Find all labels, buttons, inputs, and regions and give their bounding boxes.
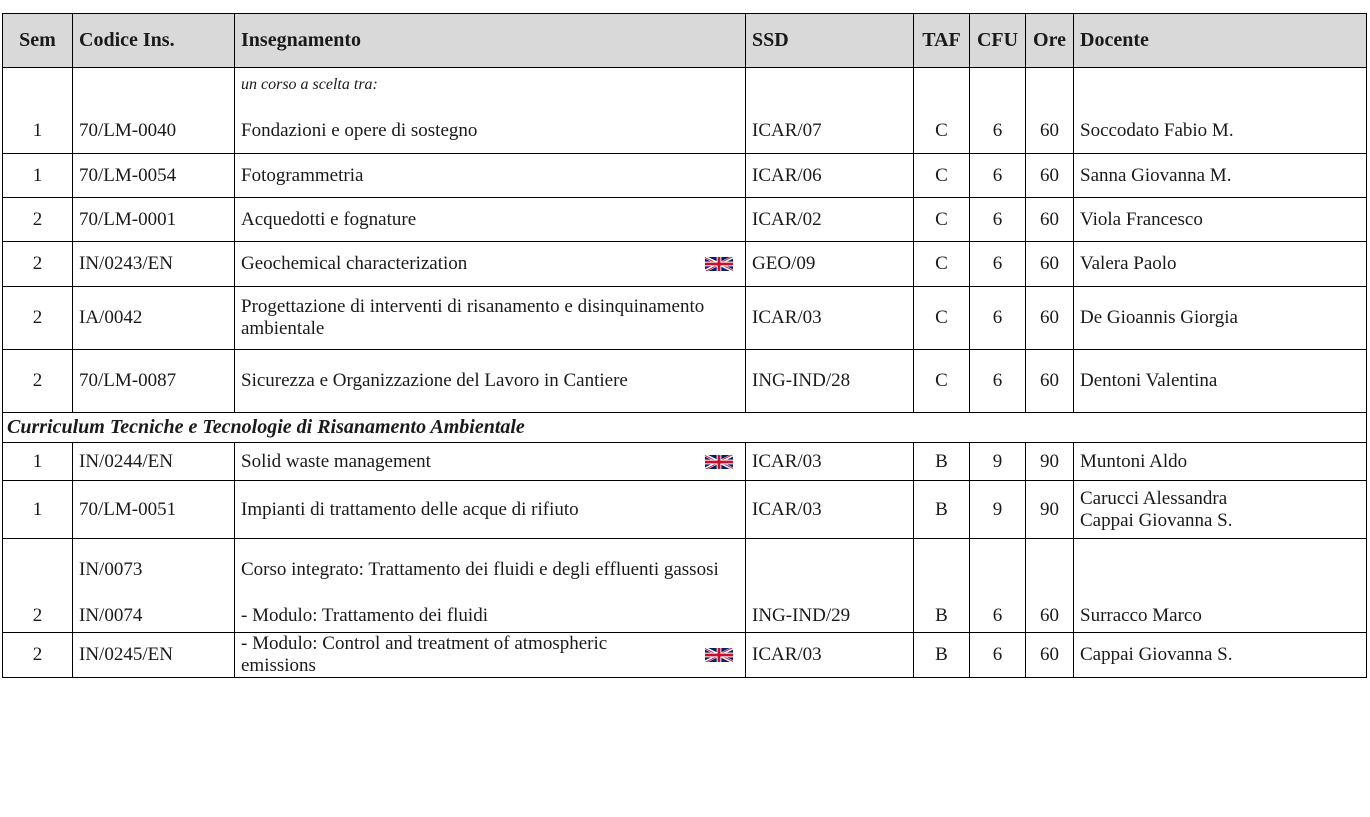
cell-cfu: 9: [970, 481, 1026, 539]
course-name: Acquedotti e fognature: [241, 208, 417, 230]
cell-codice: 70/LM-0054: [73, 154, 235, 198]
cell-ore: 60: [1026, 350, 1074, 413]
col-header-ore: Ore: [1026, 14, 1074, 68]
cell-insegnamento: [235, 242, 746, 287]
cell-docente: Surracco Marco: [1074, 601, 1367, 633]
course-name: Fondazioni e opere di sostegno: [241, 120, 478, 142]
cell-sem: 1: [3, 443, 73, 481]
cell-docente: Soccodato Fabio M.: [1074, 110, 1367, 154]
col-header-ssd: SSD: [746, 14, 914, 68]
col-header-sem: Sem: [3, 14, 73, 68]
table-row: [3, 68, 1367, 110]
cell-ore: 60: [1026, 242, 1074, 287]
curriculum-row: [3, 413, 1367, 443]
cell-taf: C: [914, 350, 970, 413]
cell-docente: [1074, 481, 1367, 539]
cell-codice: 70/LM-0001: [73, 198, 235, 242]
col-header-insegnamento: Insegnamento: [235, 14, 746, 68]
table-row: [3, 287, 1367, 350]
cell-taf: C: [914, 154, 970, 198]
cell-cfu: 6: [970, 110, 1026, 154]
cell-ore: 90: [1026, 481, 1074, 539]
cell-ore: 60: [1026, 287, 1074, 350]
cell-insegnamento: [235, 350, 746, 413]
col-header-taf: TAF: [914, 14, 970, 68]
cell-docente: Cappai Giovanna S.: [1074, 633, 1367, 678]
cell-cfu: 6: [970, 242, 1026, 287]
table-row: [3, 242, 1367, 287]
cell-ssd: ICAR/03: [746, 443, 914, 481]
cell-insegnamento: [235, 601, 746, 633]
cell-cfu: 6: [970, 601, 1026, 633]
cell-codice: 70/LM-0040: [73, 110, 235, 154]
cell-insegnamento: [235, 287, 746, 350]
table-row: [3, 154, 1367, 198]
cell-taf: C: [914, 198, 970, 242]
uk-flag-icon: [705, 647, 733, 663]
table-row: [3, 198, 1367, 242]
uk-flag-icon: [705, 256, 733, 272]
cell-docente: Dentoni Valentina: [1074, 350, 1367, 413]
cell-docente: Viola Francesco: [1074, 198, 1367, 242]
cell-ore: 60: [1026, 110, 1074, 154]
table-row: [3, 601, 1367, 633]
cell-taf: B: [914, 633, 970, 678]
cell-codice: 70/LM-0087: [73, 350, 235, 413]
course-name: Sicurezza e Organizzazione del Lavoro in Cantiere: [241, 370, 628, 392]
cell-insegnamento: [235, 198, 746, 242]
cell-codice: IN/0073: [73, 539, 235, 601]
cell-ssd: ICAR/06: [746, 154, 914, 198]
course-name: Solid waste management: [241, 450, 431, 472]
cell-cfu: 6: [970, 633, 1026, 678]
choice-intro: un corso a scelta tra:: [235, 68, 746, 110]
cell-ssd: ING-IND/28: [746, 350, 914, 413]
cell-sem: 2: [3, 287, 73, 350]
cell-sem: 1: [3, 110, 73, 154]
table-row: [3, 539, 1367, 601]
cell-ssd: ICAR/03: [746, 287, 914, 350]
cell-ssd: GEO/09: [746, 242, 914, 287]
col-header-docente: Docente: [1074, 14, 1367, 68]
cell-insegnamento: [235, 633, 746, 678]
cell-codice: IN/0245/EN: [73, 633, 235, 678]
course-name: Fotogrammetria: [241, 164, 364, 186]
cell-ore: 60: [1026, 154, 1074, 198]
cell-sem: 2: [3, 633, 73, 678]
cell-cfu: 9: [970, 443, 1026, 481]
cell-insegnamento: [235, 154, 746, 198]
header-row: [3, 14, 1367, 68]
course-name: Impianti di trattamento delle acque di rifiuto: [241, 498, 579, 520]
table-row: [3, 633, 1367, 678]
col-header-codice: Codice Ins.: [73, 14, 235, 68]
docente-name: Cappai Giovanna S.: [1080, 509, 1233, 531]
course-name: Geochemical characterization: [241, 253, 468, 275]
cell-taf: B: [914, 481, 970, 539]
cell-insegnamento: [235, 110, 746, 154]
cell-cfu: 6: [970, 287, 1026, 350]
cell-sem: 2: [3, 198, 73, 242]
cell-docente: De Gioannis Giorgia: [1074, 287, 1367, 350]
cell-taf: C: [914, 287, 970, 350]
uk-flag-icon: [705, 454, 733, 470]
cell-cfu: 6: [970, 350, 1026, 413]
cell-taf: B: [914, 601, 970, 633]
course-name: Progettazione di interventi di risanamento e disinquinamento ambientale: [241, 296, 705, 339]
table-row: [3, 350, 1367, 413]
table-row: [3, 481, 1367, 539]
cell-insegnamento: [235, 443, 746, 481]
cell-sem: 1: [3, 154, 73, 198]
cell-taf: C: [914, 110, 970, 154]
cell-docente: Valera Paolo: [1074, 242, 1367, 287]
course-name: - Modulo: Control and treatment of atmospheric emissions: [241, 633, 608, 676]
cell-ore: 90: [1026, 443, 1074, 481]
cell-ssd: ING-IND/29: [746, 601, 914, 633]
cell-codice: IN/0244/EN: [73, 443, 235, 481]
cell-insegnamento: Corso integrato: Trattamento dei fluidi e degli effluenti gassosi: [235, 539, 746, 601]
cell-sem: 2: [3, 242, 73, 287]
docente-name: Carucci Alessandra: [1080, 488, 1228, 510]
cell-ssd: ICAR/07: [746, 110, 914, 154]
cell-codice: IN/0074: [73, 601, 235, 633]
cell-sem: 2: [3, 350, 73, 413]
col-header-cfu: CFU: [970, 14, 1026, 68]
table-row: [3, 110, 1367, 154]
cell-ore: 60: [1026, 601, 1074, 633]
cell-ore: 60: [1026, 198, 1074, 242]
course-table: [2, 13, 1367, 678]
cell-cfu: 6: [970, 198, 1026, 242]
cell-insegnamento: [235, 481, 746, 539]
cell-codice: IA/0042: [73, 287, 235, 350]
cell-taf: B: [914, 443, 970, 481]
cell-sem: 2: [3, 601, 73, 633]
curriculum-title: Curriculum Tecniche e Tecnologie di Risanamento Ambientale: [3, 413, 1367, 443]
cell-ore: 60: [1026, 633, 1074, 678]
cell-ssd: ICAR/02: [746, 198, 914, 242]
cell-sem: 1: [3, 481, 73, 539]
course-name: - Modulo: Trattamento dei fluidi: [241, 605, 488, 627]
cell-cfu: 6: [970, 154, 1026, 198]
cell-docente: Muntoni Aldo: [1074, 443, 1367, 481]
cell-codice: IN/0243/EN: [73, 242, 235, 287]
cell-docente: Sanna Giovanna M.: [1074, 154, 1367, 198]
cell-ssd: ICAR/03: [746, 481, 914, 539]
cell-ssd: ICAR/03: [746, 633, 914, 678]
table-row: [3, 443, 1367, 481]
cell-taf: C: [914, 242, 970, 287]
cell-codice: 70/LM-0051: [73, 481, 235, 539]
